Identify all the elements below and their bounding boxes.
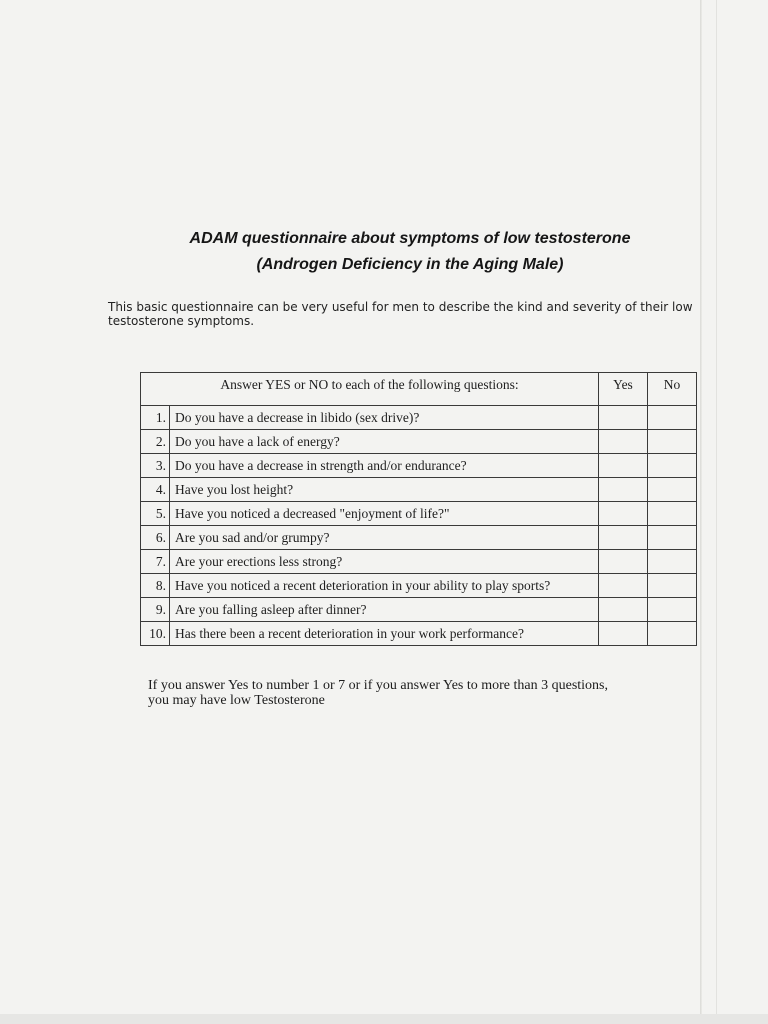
yes-answer-cell[interactable]	[599, 574, 648, 598]
header-no: No	[648, 373, 697, 406]
yes-answer-cell[interactable]	[599, 454, 648, 478]
no-answer-cell[interactable]	[648, 622, 697, 646]
no-answer-cell[interactable]	[648, 502, 697, 526]
no-answer-cell[interactable]	[648, 574, 697, 598]
question-number: 1.	[141, 406, 170, 430]
yes-answer-cell[interactable]	[599, 598, 648, 622]
question-number: 10.	[141, 622, 170, 646]
no-answer-cell[interactable]	[648, 598, 697, 622]
question-text: Do you have a decrease in libido (sex drive)?	[170, 406, 599, 430]
question-text: Have you noticed a decreased "enjoyment of life?"	[170, 502, 599, 526]
page-edge-secondary	[716, 0, 717, 1024]
question-number: 9.	[141, 598, 170, 622]
question-text: Have you noticed a recent deterioration in your ability to play sports?	[170, 574, 599, 598]
table-row	[141, 454, 697, 478]
question-number: 6.	[141, 526, 170, 550]
table-body	[141, 406, 697, 646]
yes-answer-cell[interactable]	[599, 478, 648, 502]
no-answer-cell[interactable]	[648, 454, 697, 478]
questionnaire-table	[140, 372, 697, 646]
question-number: 4.	[141, 478, 170, 502]
question-number: 5.	[141, 502, 170, 526]
question-text: Are you sad and/or grumpy?	[170, 526, 599, 550]
yes-answer-cell[interactable]	[599, 550, 648, 574]
table-row	[141, 406, 697, 430]
intro-paragraph	[108, 300, 708, 328]
question-number: 2.	[141, 430, 170, 454]
no-answer-cell[interactable]	[648, 550, 697, 574]
table-row	[141, 502, 697, 526]
question-text: Do you have a lack of energy?	[170, 430, 599, 454]
intro-line-2: testosterone symptoms.	[108, 314, 255, 328]
no-answer-cell[interactable]	[648, 430, 697, 454]
page-bottom-edge	[0, 1014, 768, 1024]
footer-line-1: If you answer Yes to number 1 or 7 or if you answer Yes to more than 3 questions,	[148, 678, 609, 693]
question-text: Are your erections less strong?	[170, 550, 599, 574]
footer-line-2: you may have low Testosterone	[148, 693, 325, 708]
yes-answer-cell[interactable]	[599, 406, 648, 430]
question-number: 3.	[141, 454, 170, 478]
yes-answer-cell[interactable]	[599, 430, 648, 454]
footer-note	[148, 678, 688, 708]
no-answer-cell[interactable]	[648, 526, 697, 550]
question-text: Are you falling asleep after dinner?	[170, 598, 599, 622]
page-edge	[700, 0, 702, 1024]
header-yes: Yes	[599, 373, 648, 406]
table-row	[141, 598, 697, 622]
header-question: Answer YES or NO to each of the following questions:	[141, 373, 599, 406]
question-number: 8.	[141, 574, 170, 598]
table-row	[141, 622, 697, 646]
yes-answer-cell[interactable]	[599, 502, 648, 526]
question-text: Has there been a recent deterioration in your work performance?	[170, 622, 599, 646]
question-number: 7.	[141, 550, 170, 574]
table-header-row	[141, 373, 697, 406]
no-answer-cell[interactable]	[648, 406, 697, 430]
table-row	[141, 478, 697, 502]
question-text: Have you lost height?	[170, 478, 599, 502]
title-line-2: (Androgen Deficiency in the Aging Male)	[256, 256, 564, 273]
yes-answer-cell[interactable]	[599, 526, 648, 550]
table-row	[141, 550, 697, 574]
yes-answer-cell[interactable]	[599, 622, 648, 646]
intro-line-1: This basic questionnaire can be very useful for men to describe the kind and severity of their low	[108, 300, 693, 314]
document-title	[0, 226, 768, 278]
question-text: Do you have a decrease in strength and/or endurance?	[170, 454, 599, 478]
no-answer-cell[interactable]	[648, 478, 697, 502]
title-line-1: ADAM questionnaire about symptoms of low testosterone	[189, 230, 631, 247]
table-row	[141, 526, 697, 550]
table-row	[141, 574, 697, 598]
table-row	[141, 430, 697, 454]
